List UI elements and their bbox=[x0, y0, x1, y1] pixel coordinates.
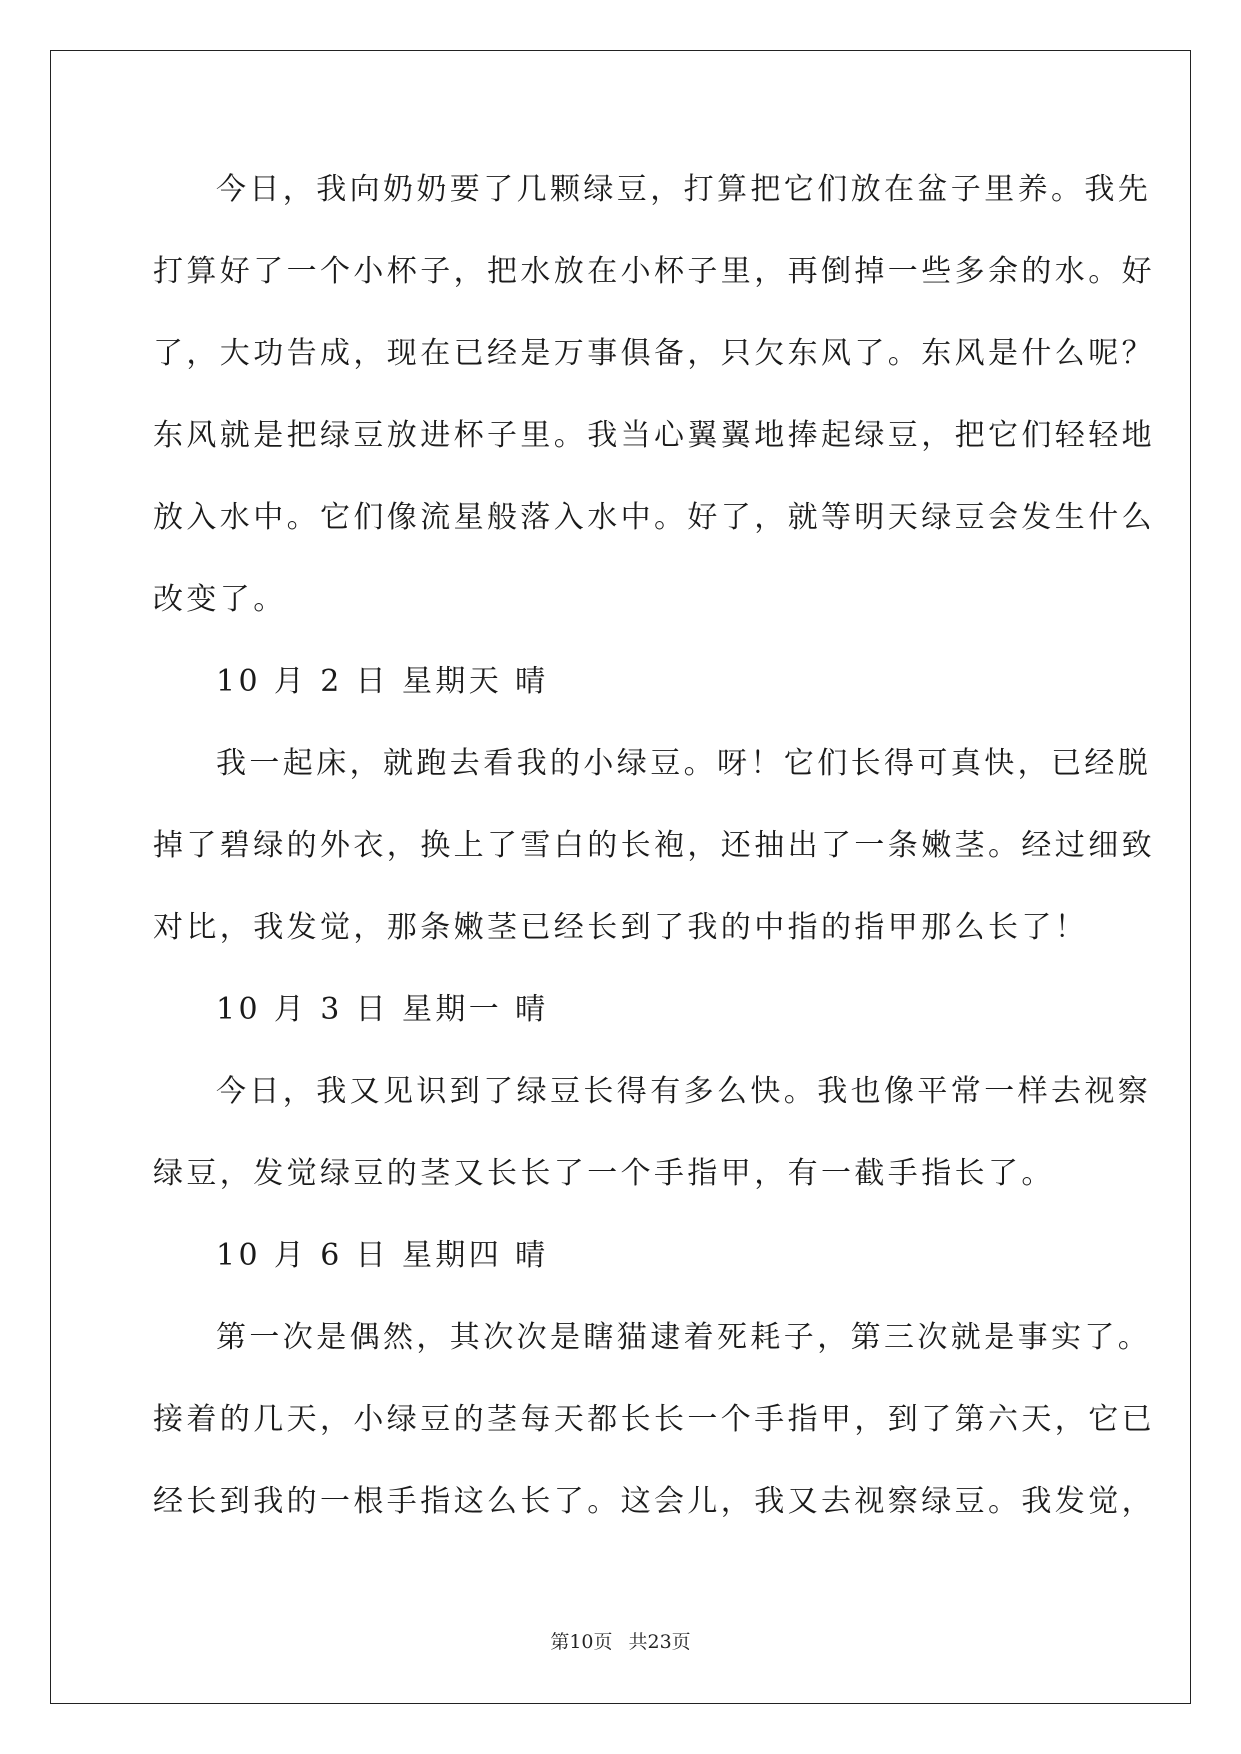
text-line: 经长到我的一根手指这么长了。这会儿，我又去视察绿豆。我发觉， bbox=[153, 1484, 1155, 1519]
page-number-total: 共23页 bbox=[628, 1631, 691, 1653]
date-heading: 10 月 3 日 星期一 晴 bbox=[216, 992, 549, 1027]
text-line: 我一起床，就跑去看我的小绿豆。呀！它们长得可真快，已经脱 bbox=[216, 746, 1152, 781]
text-line: 改变了。 bbox=[153, 582, 287, 617]
date-heading: 10 月 6 日 星期四 晴 bbox=[216, 1238, 549, 1273]
text-line: 了，大功告成，现在已经是万事俱备，只欠东风了。东风是什么呢？ bbox=[153, 336, 1155, 371]
page-number-current: 第10页 bbox=[550, 1631, 613, 1653]
date-heading: 10 月 2 日 星期天 晴 bbox=[216, 664, 549, 699]
text-line: 绿豆，发觉绿豆的茎又长长了一个手指甲，有一截手指长了。 bbox=[153, 1156, 1055, 1191]
text-line: 东风就是把绿豆放进杯子里。我当心翼翼地捧起绿豆，把它们轻轻地 bbox=[153, 418, 1155, 453]
text-line: 放入水中。它们像流星般落入水中。好了，就等明天绿豆会发生什么 bbox=[153, 500, 1155, 535]
text-line: 第一次是偶然，其次次是瞎猫逮着死耗子，第三次就是事实了。 bbox=[216, 1320, 1152, 1355]
document-body bbox=[153, 160, 1155, 1554]
text-line: 对比，我发觉，那条嫩茎已经长到了我的中指的指甲那么长了！ bbox=[153, 910, 1089, 945]
text-line: 掉了碧绿的外衣，换上了雪白的长袍，还抽出了一条嫩茎。经过细致 bbox=[153, 828, 1155, 863]
text-line: 今日，我向奶奶要了几颗绿豆，打算把它们放在盆子里养。我先 bbox=[216, 172, 1152, 207]
text-line: 接着的几天，小绿豆的茎每天都长长一个手指甲，到了第六天，它已 bbox=[153, 1402, 1155, 1437]
text-line: 打算好了一个小杯子，把水放在小杯子里，再倒掉一些多余的水。好 bbox=[153, 254, 1155, 289]
text-line: 今日，我又见识到了绿豆长得有多么快。我也像平常一样去视察 bbox=[216, 1074, 1152, 1109]
page-footer bbox=[0, 1627, 1241, 1654]
